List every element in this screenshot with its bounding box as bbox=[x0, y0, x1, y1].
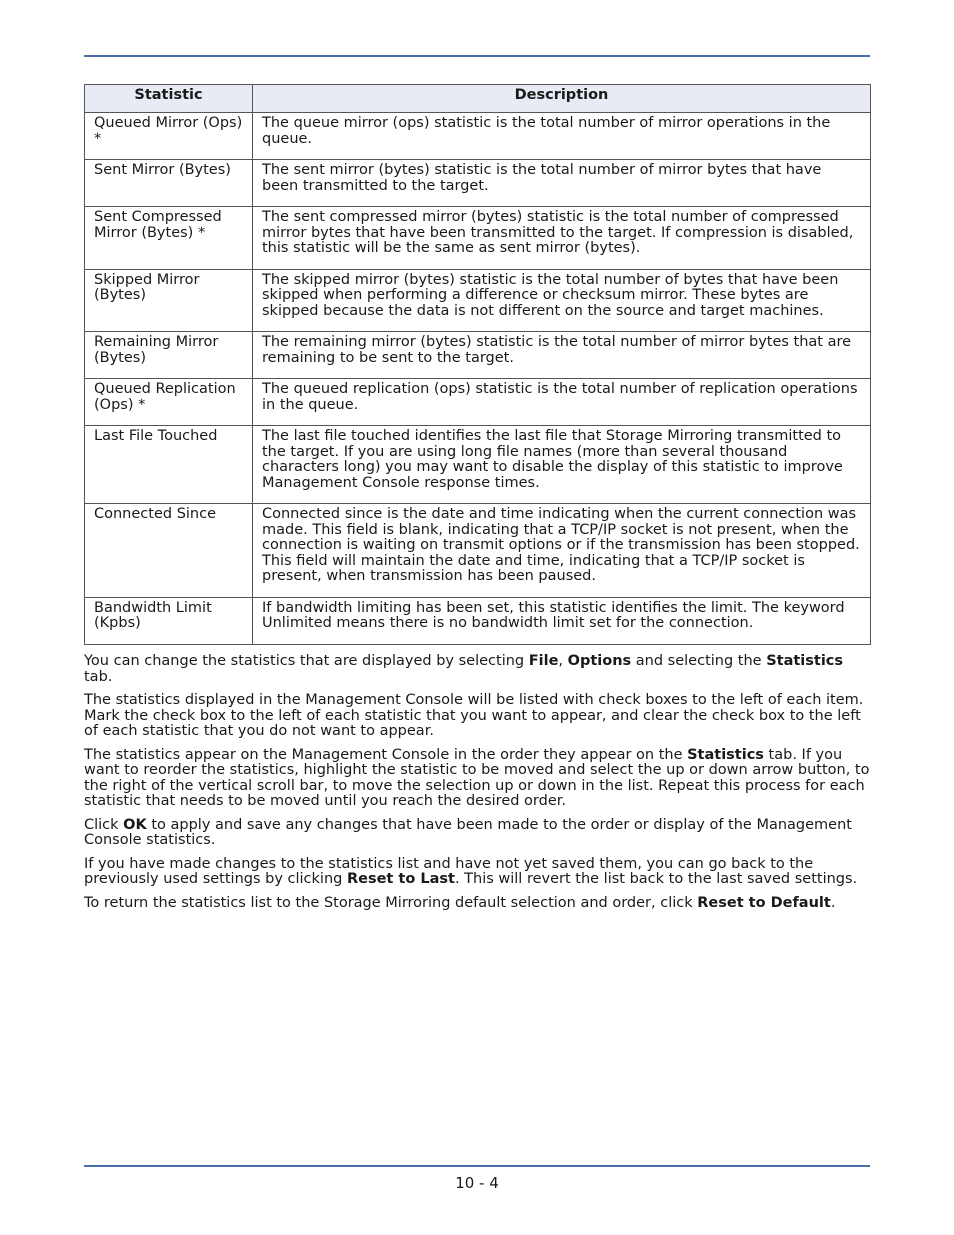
page-number: 10 - 4 bbox=[455, 1174, 499, 1192]
statistics-tab-term: Statistics bbox=[766, 653, 844, 669]
options-menu-term: Options bbox=[567, 653, 632, 669]
description-cell: The queued replication (ops) statistic is the total number of replication operations in the queue. bbox=[253, 379, 871, 426]
statistic-cell: Bandwidth Limit (Kpbs) bbox=[85, 597, 253, 644]
description-cell: Connected since is the date and time indicating when the current connection was made. This field is blank, indicating that a TCP/IP socket is not present, when the connection is waiting on transmit options or if the transmission has been stopped. This field will maintain the date and time, indicating that a TCP/IP socket is present, when transmission has been paused. bbox=[253, 504, 871, 598]
column-header-description: Description bbox=[253, 85, 871, 113]
description-cell: The sent compressed mirror (bytes) statistic is the total number of compressed mirror bytes that have been transmitted to the target. If compression is disabled, this statistic will be the same as sent mirror (bytes). bbox=[253, 207, 871, 270]
table-header-row bbox=[85, 85, 871, 113]
statistic-cell: Sent Mirror (Bytes) bbox=[85, 160, 253, 207]
reset-to-default-term: Reset to Default bbox=[697, 894, 831, 911]
body-text bbox=[84, 654, 870, 919]
table-row bbox=[85, 269, 871, 332]
paragraph-ok: Click OK to apply and save any changes that have been made to the order or display of the Management Console statistics. bbox=[84, 816, 852, 848]
footer-rule bbox=[84, 1165, 870, 1167]
description-cell: The sent mirror (bytes) statistic is the total number of mirror bytes that have been transmitted to the target. bbox=[253, 160, 871, 207]
description-cell: The last file touched identifies the last file that Storage Mirroring transmitted to the target. If you are using long file names (more than several thousand characters long) you may want to disable the display of this statistic to improve Management Console response times. bbox=[253, 426, 871, 504]
table-row bbox=[85, 426, 871, 504]
table-row bbox=[85, 597, 871, 644]
table-row bbox=[85, 160, 871, 207]
file-menu-term: File bbox=[528, 653, 559, 669]
description-cell: The skipped mirror (bytes) statistic is the total number of bytes that have been skipped when performing a difference or checksum mirror. These bytes are skipped because the data is not different on the source and target machines. bbox=[253, 269, 871, 332]
statistic-cell: Skipped Mirror (Bytes) bbox=[85, 269, 253, 332]
paragraph-change-statistics: You can change the statistics that are displayed by selecting File, Options and selecting the Statistics tab. bbox=[84, 653, 844, 685]
description-cell: The remaining mirror (bytes) statistic is the total number of mirror bytes that are remaining to be sent to the target. bbox=[253, 332, 871, 379]
statistics-tab-term: Statistics bbox=[687, 746, 764, 763]
statistic-cell: Connected Since bbox=[85, 504, 253, 598]
table-row bbox=[85, 207, 871, 270]
statistic-cell: Queued Replication (Ops) * bbox=[85, 379, 253, 426]
statistic-cell: Last File Touched bbox=[85, 426, 253, 504]
statistic-cell: Sent Compressed Mirror (Bytes) * bbox=[85, 207, 253, 270]
table-row bbox=[85, 113, 871, 160]
column-header-statistic: Statistic bbox=[85, 85, 253, 113]
statistic-cell: Queued Mirror (Ops) * bbox=[85, 113, 253, 160]
header-rule bbox=[84, 55, 870, 57]
statistic-cell: Remaining Mirror (Bytes) bbox=[85, 332, 253, 379]
statistics-table bbox=[84, 84, 871, 645]
table-row bbox=[85, 504, 871, 598]
description-cell: If bandwidth limiting has been set, this statistic identifies the limit. The keyword Unlimited means there is no bandwidth limit set for the connection. bbox=[253, 597, 871, 644]
paragraph-reset-to-default: To return the statistics list to the Storage Mirroring default selection and order, click Reset to Default. bbox=[84, 894, 836, 911]
table-row bbox=[85, 332, 871, 379]
paragraph-check-boxes: The statistics displayed in the Management Console will be listed with check boxes to the left of each item. Mark the check box to the left of each statistic that you want to appear, and clear the check box to the left of each statistic that you do not want to appear. bbox=[84, 692, 864, 739]
reset-to-last-term: Reset to Last bbox=[346, 871, 455, 887]
paragraph-reset-to-last: If you have made changes to the statistics list and have not yet saved them, you can go back to the previously used settings by clicking Reset to Last. This will revert the list back to the last saved settings. bbox=[84, 855, 858, 887]
table-row bbox=[85, 379, 871, 426]
description-cell: The queue mirror (ops) statistic is the total number of mirror operations in the queue. bbox=[253, 113, 871, 160]
paragraph-reorder: The statistics appear on the Management Console in the order they appear on the Statistics tab. If you want to reorder the statistics, highlight the statistic to be moved and select the up or down arrow button, to the right of the vertical scroll bar, to move the selection up or down in the list. Repeat this process for each statistic that needs to be moved until you reach the desired order. bbox=[84, 746, 870, 809]
ok-button-term: OK bbox=[123, 816, 147, 833]
